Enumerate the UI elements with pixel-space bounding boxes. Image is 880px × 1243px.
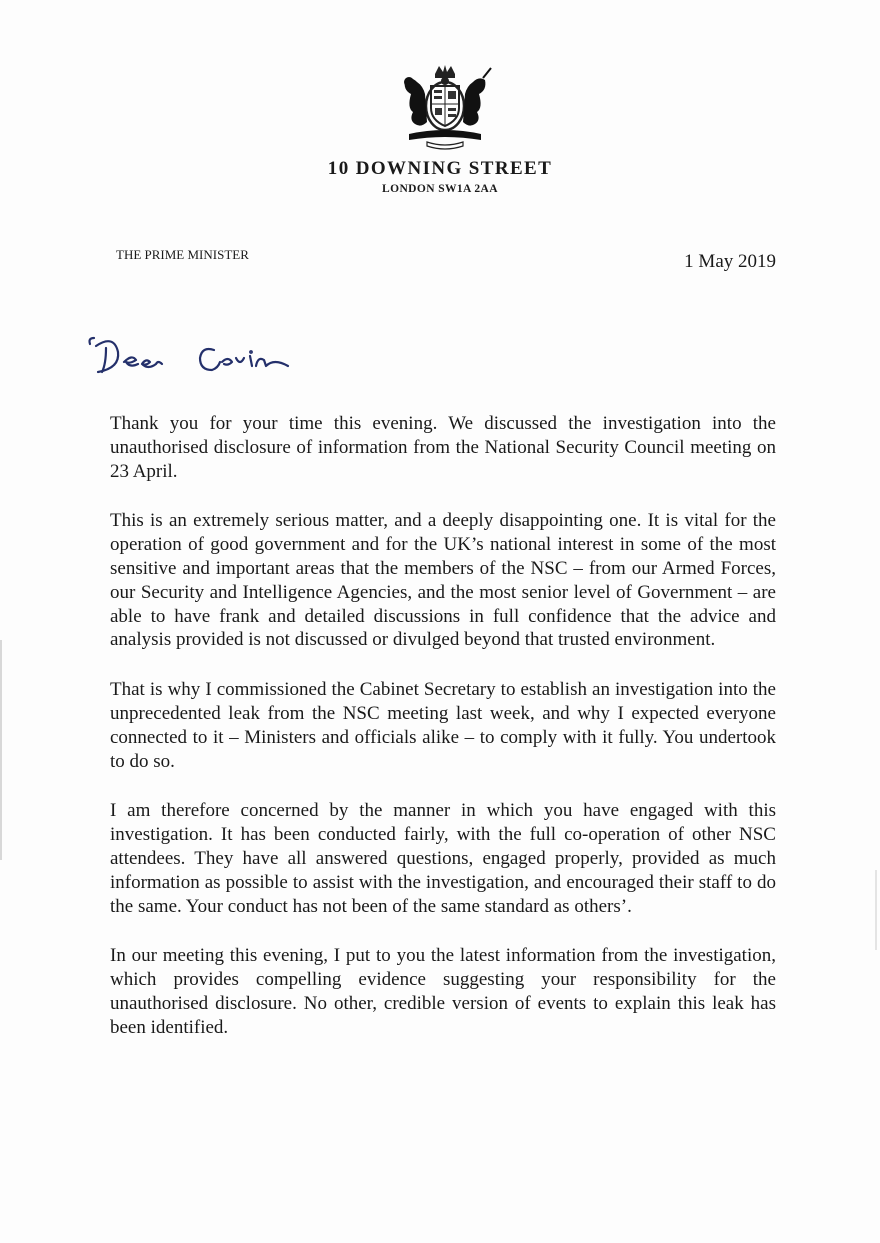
sender-title: THE PRIME MINISTER <box>116 247 249 262</box>
letterhead-address-line2: LONDON SW1A 2AA <box>382 183 498 195</box>
letter-date: 1 May 2019 <box>684 251 776 272</box>
paragraph: That is why I commissioned the Cabinet Secretary to establish an investigation into the unprecedented leak from the NSC meeting last week, and why I expected everyone connected to it – Ministers and officials alike – to comply with it fully. You undertook to do so. <box>110 679 776 772</box>
letterhead-address-line1: 10 DOWNING STREET <box>327 158 553 179</box>
letter-body <box>110 412 776 1066</box>
paragraph: In our meeting this evening, I put to you the latest information from the investigation, which provides compelling evidence suggesting your responsibility for the unauthorised disclosure. No other, credible version of events to explain this leak has been identified. <box>110 945 776 1038</box>
royal-coat-of-arms-icon <box>397 64 493 150</box>
paragraph: This is an extremely serious matter, and a deeply disappointing one. It is vital for the operation of good government and for the UK’s national interest in some of the most sensitive and important areas that the members of the NSC – from our Armed Forces, our Security and Intelligence Agencies, and the most senior level of Government – are able to have frank and detailed discussions in full confidence that the advice and analysis provided is not discussed or divulged beyond that trusted environment. <box>110 510 776 651</box>
scan-edge-shadow <box>875 870 877 950</box>
handwritten-salutation <box>84 328 314 388</box>
paragraph: I am therefore concerned by the manner in which you have engaged with this investigation. It has been conducted fairly, with the full co-operation of other NSC attendees. They have all answered questions, engaged properly, provided as much information as possible to assist with the investigation, and encouraged their staff to do the same. Your conduct has not been of the same standard as others’. <box>110 800 776 917</box>
paragraph: Thank you for your time this evening. We discussed the investigation into the unauthorised disclosure of information from the National Security Council meeting on 23 April. <box>110 413 776 482</box>
scan-edge-shadow <box>0 640 2 860</box>
